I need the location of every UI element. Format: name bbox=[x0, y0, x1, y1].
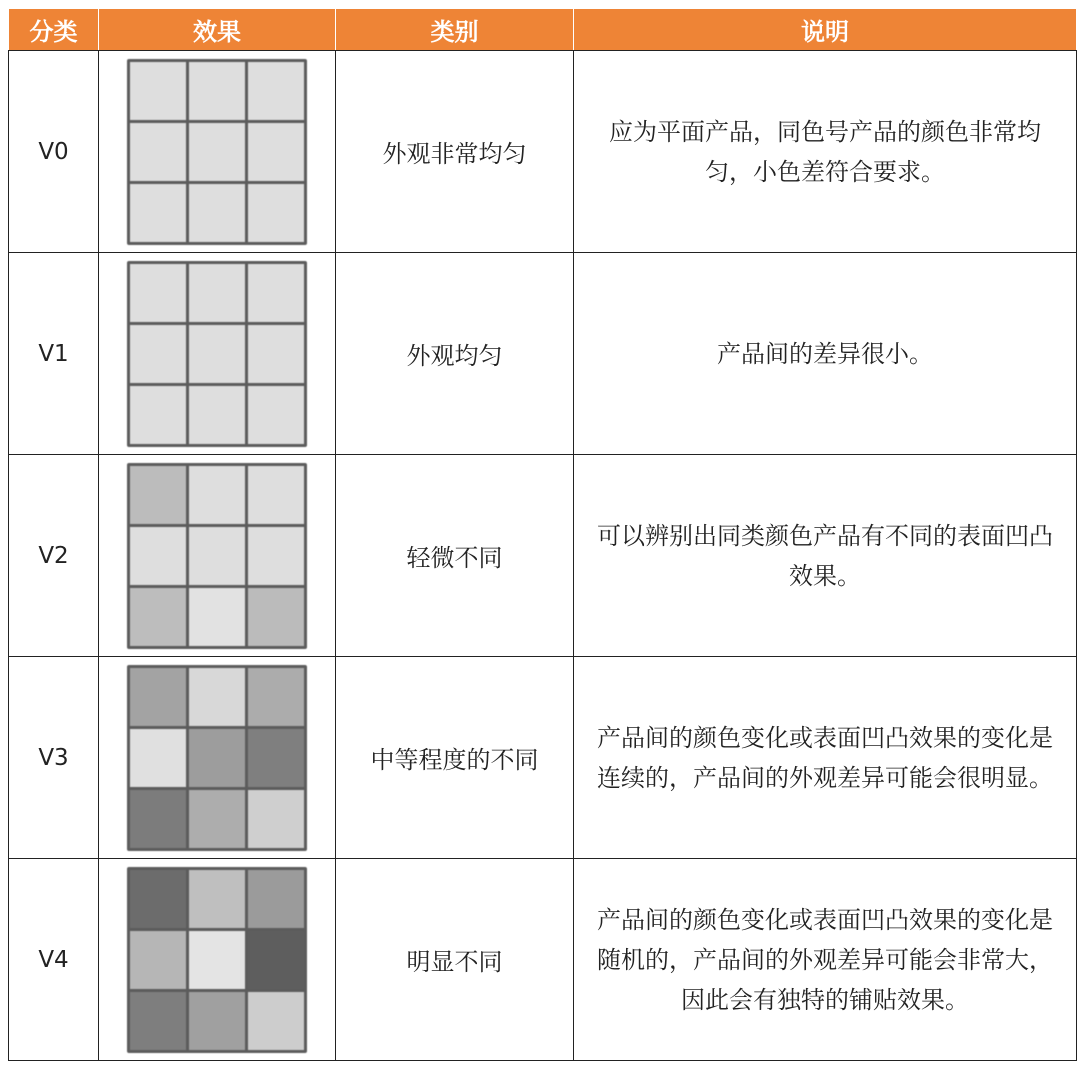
tile bbox=[248, 386, 304, 444]
tile bbox=[189, 790, 245, 848]
row-category: 明显不同 bbox=[336, 859, 574, 1061]
table-row bbox=[9, 253, 1077, 455]
tile bbox=[130, 992, 186, 1050]
row-category: 外观非常均匀 bbox=[336, 51, 574, 253]
tile bbox=[130, 668, 186, 726]
row-code: V4 bbox=[9, 859, 99, 1061]
tile-swatch bbox=[127, 261, 307, 447]
tile bbox=[189, 466, 245, 524]
row-effect bbox=[99, 253, 336, 455]
row-code: V1 bbox=[9, 253, 99, 455]
tile bbox=[248, 527, 304, 585]
tile bbox=[248, 931, 304, 989]
variation-table-container bbox=[8, 8, 1076, 1060]
row-description: 应为平面产品，同色号产品的颜色非常均匀，小色差符合要求。 bbox=[574, 51, 1077, 253]
tile bbox=[130, 790, 186, 848]
row-effect bbox=[99, 51, 336, 253]
tile bbox=[130, 527, 186, 585]
tile bbox=[189, 386, 245, 444]
row-description: 可以辨别出同类颜色产品有不同的表面凹凸效果。 bbox=[574, 455, 1077, 657]
row-category: 轻微不同 bbox=[336, 455, 574, 657]
tile bbox=[130, 588, 186, 646]
tile-swatch bbox=[127, 867, 307, 1053]
tile-swatch bbox=[127, 665, 307, 851]
row-code: V2 bbox=[9, 455, 99, 657]
table-row bbox=[9, 51, 1077, 253]
row-code: V0 bbox=[9, 51, 99, 253]
row-effect bbox=[99, 455, 336, 657]
tile bbox=[130, 264, 186, 322]
header-code: 分类 bbox=[9, 9, 99, 51]
tile bbox=[130, 123, 186, 181]
tile-swatch bbox=[127, 59, 307, 245]
tile bbox=[248, 668, 304, 726]
row-code: V3 bbox=[9, 657, 99, 859]
row-effect bbox=[99, 859, 336, 1061]
tile bbox=[248, 466, 304, 524]
tile bbox=[248, 325, 304, 383]
tile bbox=[130, 870, 186, 928]
tile bbox=[248, 588, 304, 646]
tile bbox=[189, 729, 245, 787]
tile bbox=[248, 992, 304, 1050]
tile bbox=[248, 264, 304, 322]
tile bbox=[189, 527, 245, 585]
tile bbox=[130, 386, 186, 444]
tile bbox=[248, 62, 304, 120]
tile bbox=[189, 992, 245, 1050]
tile bbox=[130, 184, 186, 242]
tile bbox=[248, 729, 304, 787]
tile bbox=[189, 123, 245, 181]
tile bbox=[189, 870, 245, 928]
tile bbox=[248, 870, 304, 928]
row-category: 外观均匀 bbox=[336, 253, 574, 455]
row-effect bbox=[99, 657, 336, 859]
tile bbox=[189, 588, 245, 646]
tile bbox=[130, 466, 186, 524]
header-description: 说明 bbox=[574, 9, 1077, 51]
tile-swatch bbox=[127, 463, 307, 649]
table-row bbox=[9, 657, 1077, 859]
row-category: 中等程度的不同 bbox=[336, 657, 574, 859]
header-effect: 效果 bbox=[99, 9, 336, 51]
tile bbox=[130, 729, 186, 787]
table-row bbox=[9, 859, 1077, 1061]
tile bbox=[248, 790, 304, 848]
tile bbox=[189, 668, 245, 726]
tile bbox=[189, 62, 245, 120]
tile bbox=[248, 184, 304, 242]
row-description: 产品间的颜色变化或表面凹凸效果的变化是连续的，产品间的外观差异可能会很明显。 bbox=[574, 657, 1077, 859]
tile bbox=[130, 325, 186, 383]
shade-variation-table bbox=[8, 8, 1077, 1061]
row-description: 产品间的颜色变化或表面凹凸效果的变化是随机的，产品间的外观差异可能会非常大，因此会有独特的铺贴效果。 bbox=[574, 859, 1077, 1061]
tile bbox=[130, 931, 186, 989]
header-category: 类别 bbox=[336, 9, 574, 51]
tile bbox=[189, 325, 245, 383]
row-description: 产品间的差异很小。 bbox=[574, 253, 1077, 455]
tile bbox=[189, 264, 245, 322]
tile bbox=[130, 62, 186, 120]
table-row bbox=[9, 455, 1077, 657]
tile bbox=[248, 123, 304, 181]
tile bbox=[189, 931, 245, 989]
tile bbox=[189, 184, 245, 242]
header-row bbox=[9, 9, 1077, 51]
